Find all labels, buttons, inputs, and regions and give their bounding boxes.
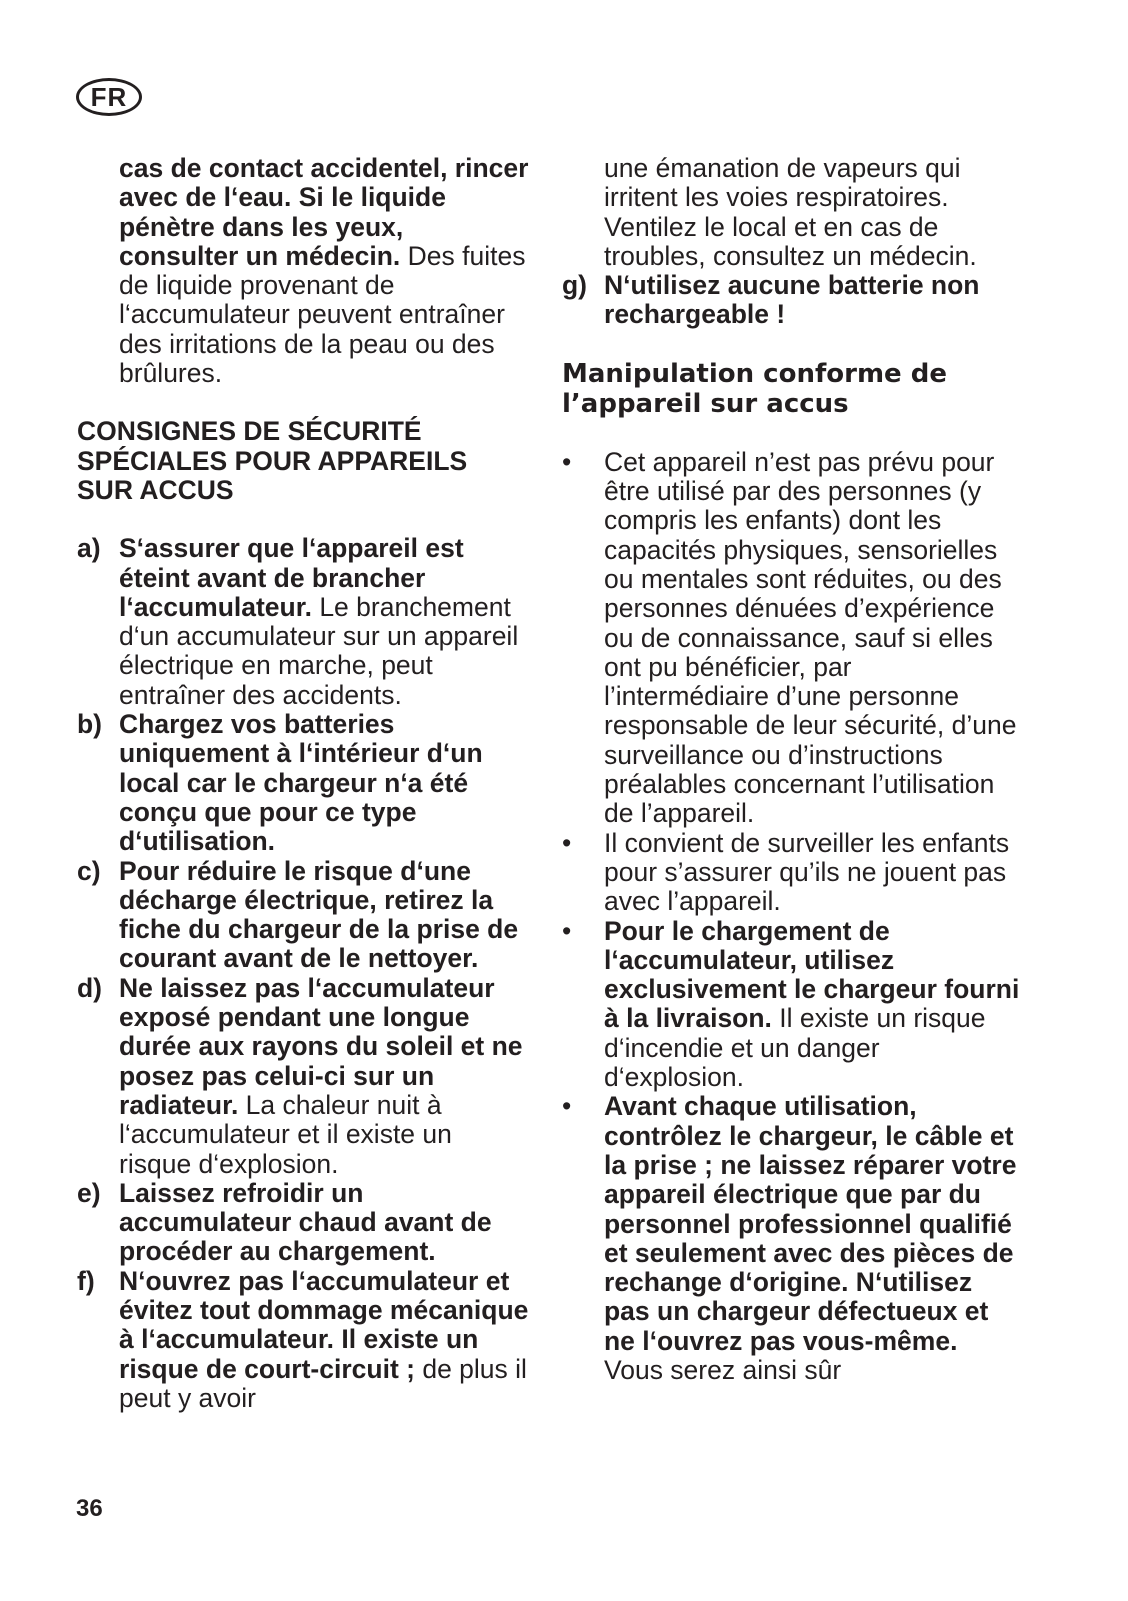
- bullet-bold: Pour le chargement de l‘accumulateur, utilisez exclusivement le chargeur fourni à la livraison.: [604, 915, 1020, 1034]
- bullet-item: [562, 917, 1022, 1093]
- bullet-normal: Cet appareil n’est pas prévu pour être utilisé par des personnes (y compris les enfants) dont les capacités physiques, sensorielles ou mentales sont réduites, ou des personnes dénuées d’expérience ou de connaissance, sauf si elles ont pu bénéficier, par l’intermédiaire d’une personne responsable de leur sécurité, d’une surveillance ou d’instructions préalables concernant l’utilisation de l’appareil.: [604, 446, 1017, 829]
- item-marker: d): [77, 972, 103, 1003]
- item-bold: Pour réduire le risque d‘une décharge électrique, retirez la fiche du chargeur de la prise de courant avant de le nettoyer.: [119, 855, 519, 974]
- page-number: 36: [76, 1495, 103, 1522]
- bullet-dot: •: [562, 446, 572, 477]
- list-item-e: [77, 1179, 529, 1267]
- item-bold: S‘assurer que l‘appareil est éteint avant de brancher l‘accumulateur.: [119, 533, 464, 622]
- list-item-d: [77, 974, 529, 1179]
- section-heading: CONSIGNES DE SÉCURITÉ SPÉCIALES POUR APPAREILS SUR ACCUS: [77, 416, 468, 505]
- item-bold: Chargez vos batteries uniquement à l‘intérieur d‘un local car le chargeur n‘a été conçu que pour ce type d‘utilisation.: [119, 709, 483, 857]
- bullet-normal: Il existe un risque d‘incendie et un danger d‘explosion.: [604, 1003, 986, 1093]
- bullet-bold: Avant chaque utilisation, contrôlez le chargeur, le câble et la prise ; ne laissez réparer votre appareil électrique que par du personnel professionnel qualifié et seulement avec des pièces de rechange d‘origine. N‘utilisez pas un chargeur défectueux et ne l‘ouvrez pas vous-même.: [604, 1091, 1017, 1356]
- item-marker: e): [77, 1177, 101, 1208]
- item-marker: f): [77, 1265, 95, 1296]
- bullet-item: [562, 1092, 1022, 1385]
- list-item-b: [77, 710, 529, 856]
- bullet-list: [562, 448, 1022, 1386]
- safety-list: [77, 534, 529, 1413]
- bullet-dot: •: [562, 1091, 572, 1122]
- continuation-paragraph-right: une émanation de vapeurs qui irritent les voies respiratoires. Ventilez le local et en cas de troubles, consultez un médecin.: [604, 153, 977, 271]
- item-bold: Laissez refroidir un accumulateur chaud avant de procéder au chargement.: [119, 1177, 492, 1267]
- item-marker: g): [562, 270, 588, 301]
- language-badge: FR: [76, 78, 142, 116]
- bullet-normal: Vous serez ainsi sûr: [604, 1354, 842, 1385]
- item-marker: b): [77, 709, 103, 740]
- right-column: [562, 154, 1022, 1385]
- bullet-item: [562, 448, 1022, 829]
- continuation-bold: cas de contact accidentel, rincer avec de l‘eau. Si le liquide pénètre dans les yeux, consulter un médecin.: [119, 153, 529, 271]
- bullet-item: [562, 829, 1022, 917]
- continuation-paragraph: [77, 154, 529, 388]
- item-marker: c): [77, 855, 101, 886]
- left-column: [77, 154, 529, 1413]
- item-normal: Le branchement d‘un accumulateur sur un appareil électrique en marche, peut entraîner des accidents.: [119, 591, 519, 710]
- bullet-dot: •: [562, 915, 572, 946]
- bullet-dot: •: [562, 827, 572, 858]
- section-heading-manipulation: Manipulation conforme de l’appareil sur accus: [562, 358, 947, 419]
- list-item-a: [77, 534, 529, 710]
- bullet-normal: Il convient de surveiller les enfants pour s’assurer qu’ils ne jouent pas avec l’appareil.: [604, 827, 1010, 917]
- item-bold: N‘ouvrez pas l‘accumulateur et évitez tout dommage mécanique à l‘accumulateur. Il existe un risque de court-circuit ;: [119, 1265, 529, 1384]
- item-marker: a): [77, 533, 101, 564]
- continuation-normal: Des fuites de liquide provenant de l‘accumulateur peuvent entraîner des irritations de la peau ou des brûlures.: [119, 240, 526, 389]
- list-item-f: [77, 1267, 529, 1413]
- item-normal: de plus il peut y avoir: [119, 1353, 527, 1413]
- item-bold: N‘utilisez aucune batterie non rechargeable !: [604, 270, 980, 330]
- list-item-c: [77, 857, 529, 974]
- item-bold: Ne laissez pas l‘accumulateur exposé pendant une longue durée aux rayons du soleil et ne posez pas celui-ci sur un radiateur.: [119, 972, 523, 1120]
- list-item-g: [562, 271, 1022, 330]
- item-normal: La chaleur nuit à l‘accumulateur et il existe un risque d‘explosion.: [119, 1089, 452, 1179]
